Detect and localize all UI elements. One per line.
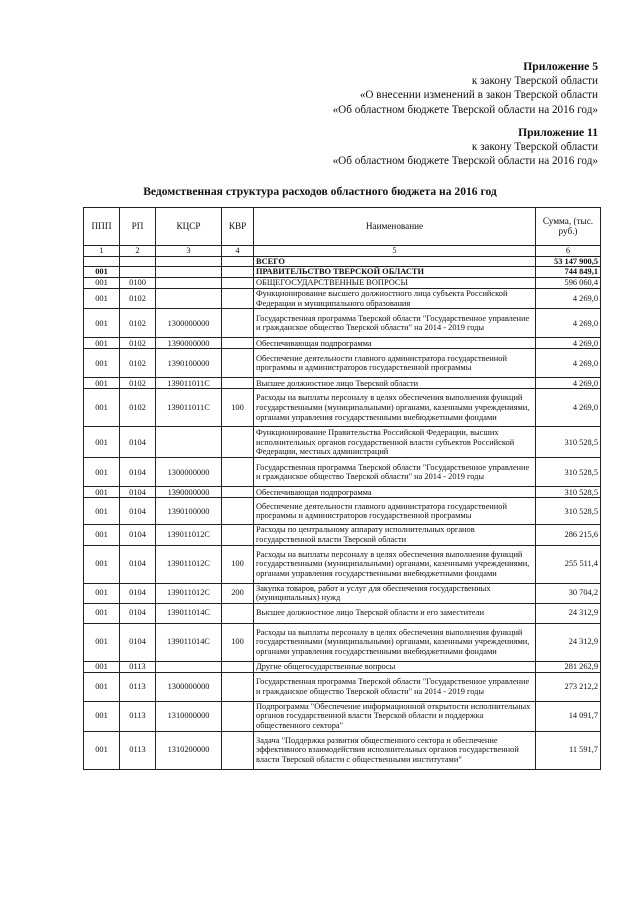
cell-sum: 255 511,4: [536, 545, 601, 583]
cell-rp: 0104: [120, 487, 156, 498]
cell-ppp: 001: [84, 309, 120, 338]
cell-rp: 0104: [120, 525, 156, 545]
cell-kvr: [222, 338, 254, 349]
cell-kvr: [222, 487, 254, 498]
table-row: [84, 661, 601, 672]
cell-rp: 0100: [120, 278, 156, 289]
table-row: [84, 378, 601, 389]
cell-kvr: [222, 256, 254, 267]
cell-name: ПРАВИТЕЛЬСТВО ТВЕРСКОЙ ОБЛАСТИ: [254, 267, 536, 278]
table-row: [84, 267, 601, 278]
cell-ppp: 001: [84, 498, 120, 525]
cell-ppp: 001: [84, 349, 120, 378]
cell-kcsr: 139011011С: [156, 389, 222, 427]
cell-sum: 596 060,4: [536, 278, 601, 289]
cell-kvr: 100: [222, 545, 254, 583]
cell-kcsr: 1390100000: [156, 498, 222, 525]
cell-kvr: [222, 309, 254, 338]
table-row: [84, 583, 601, 603]
cell-ppp: 001: [84, 545, 120, 583]
table-row: [84, 289, 601, 309]
appendix-11-block: [333, 126, 598, 169]
table-row: [84, 389, 601, 427]
cell-rp: 0113: [120, 661, 156, 672]
cell-ppp: 001: [84, 378, 120, 389]
table-header-row: [84, 208, 601, 246]
cell-kcsr: [156, 278, 222, 289]
cell-kcsr: 1300000000: [156, 458, 222, 487]
table-row: [84, 278, 601, 289]
cell-kcsr: 139011011С: [156, 378, 222, 389]
cell-sum: 4 269,0: [536, 289, 601, 309]
cell-name: Задача "Поддержка развития общественного сектора и обеспечение эффективного взаимодействия исполнительных органов государственной власти Тверской области с общественными институтами": [254, 731, 536, 769]
cell-name: Подпрограмма "Обеспечение информационной открытости исполнительных органов государственной власти Тверской области и поддержка общественного сектора": [254, 701, 536, 731]
cell-rp: 0104: [120, 623, 156, 661]
cell-sum: 4 269,0: [536, 378, 601, 389]
cell-kvr: [222, 661, 254, 672]
cell-ppp: 001: [84, 672, 120, 701]
cell-kvr: [222, 267, 254, 278]
table-row: [84, 731, 601, 769]
cell-name: Государственная программа Тверской области "Государственное управление и гражданское общество Тверской области" на 2014 - 2019 годы: [254, 309, 536, 338]
cell-sum: 4 269,0: [536, 309, 601, 338]
cell-kvr: [222, 498, 254, 525]
cell-kvr: [222, 731, 254, 769]
cell-rp: [120, 267, 156, 278]
appendix-11-line: «Об областном бюджете Тверской области на 2016 год»: [332, 155, 598, 168]
cell-rp: 0102: [120, 289, 156, 309]
cell-name: Обеспечивающая подпрограмма: [254, 338, 536, 349]
cell-ppp: 001: [84, 289, 120, 309]
header-name: Наименование: [254, 208, 536, 246]
table-row: [84, 349, 601, 378]
cell-kcsr: [156, 427, 222, 458]
cell-kcsr: 1390000000: [156, 487, 222, 498]
cell-sum: 286 215,6: [536, 525, 601, 545]
column-number: 2: [120, 246, 156, 257]
table-row: [84, 487, 601, 498]
cell-name: Обеспечение деятельности главного администратора государственной программы и администраторов государственной программы: [254, 498, 536, 525]
cell-kvr: [222, 458, 254, 487]
column-number: 4: [222, 246, 254, 257]
cell-ppp: 001: [84, 338, 120, 349]
cell-ppp: 001: [84, 267, 120, 278]
cell-name: Государственная программа Тверской области "Государственное управление и гражданское общество Тверской области" на 2014 - 2019 годы: [254, 672, 536, 701]
cell-rp: 0102: [120, 338, 156, 349]
cell-rp: 0113: [120, 672, 156, 701]
cell-ppp: 001: [84, 389, 120, 427]
column-number-row: [84, 246, 601, 257]
table-row: [84, 603, 601, 623]
cell-ppp: 001: [84, 458, 120, 487]
cell-name: ВСЕГО: [254, 256, 536, 267]
header-ppp: ППП: [84, 208, 120, 246]
cell-kcsr: 1390000000: [156, 338, 222, 349]
cell-kvr: 200: [222, 583, 254, 603]
cell-sum: 310 528,5: [536, 487, 601, 498]
table-row: [84, 672, 601, 701]
document-title: Ведомственная структура расходов областного бюджета на 2016 год: [143, 185, 497, 198]
cell-sum: 4 269,0: [536, 389, 601, 427]
cell-kcsr: 1390100000: [156, 349, 222, 378]
cell-kvr: 100: [222, 389, 254, 427]
cell-kvr: [222, 525, 254, 545]
appendix-5-heading: Приложение 5: [523, 60, 598, 73]
cell-sum: 744 849,1: [536, 267, 601, 278]
table-row: [84, 338, 601, 349]
cell-sum: 30 704,2: [536, 583, 601, 603]
cell-sum: 273 212,2: [536, 672, 601, 701]
cell-ppp: 001: [84, 583, 120, 603]
cell-kcsr: [156, 289, 222, 309]
cell-sum: 310 528,5: [536, 458, 601, 487]
cell-ppp: 001: [84, 731, 120, 769]
cell-rp: 0104: [120, 458, 156, 487]
cell-kvr: [222, 701, 254, 731]
cell-kvr: 100: [222, 623, 254, 661]
cell-ppp: 001: [84, 487, 120, 498]
cell-name: Расходы на выплаты персоналу в целях обеспечения выполнения функций государственными (муниципальными) органами, казенными учреждениями, органами управления государственными внебюджетными фондами: [254, 389, 536, 427]
cell-kcsr: [156, 267, 222, 278]
cell-rp: 0104: [120, 498, 156, 525]
table-body: [84, 256, 601, 769]
header-kvr: КВР: [222, 208, 254, 246]
cell-name: ОБЩЕГОСУДАРСТВЕННЫЕ ВОПРОСЫ: [254, 278, 536, 289]
cell-rp: 0102: [120, 349, 156, 378]
cell-name: Расходы на выплаты персоналу в целях обеспечения выполнения функций государственными (муниципальными) органами, казенными учреждениями, органами управления государственными внебюджетными фондами: [254, 623, 536, 661]
cell-sum: 281 262,9: [536, 661, 601, 672]
cell-rp: 0113: [120, 701, 156, 731]
cell-kvr: [222, 603, 254, 623]
cell-sum: 310 528,5: [536, 427, 601, 458]
cell-name: Обеспечение деятельности главного администратора государственной программы и администраторов государственной программы: [254, 349, 536, 378]
column-number: 1: [84, 246, 120, 257]
column-number: 5: [254, 246, 536, 257]
cell-ppp: 001: [84, 701, 120, 731]
cell-name: Расходы на выплаты персоналу в целях обеспечения выполнения функций государственными (муниципальными) органами, казенными учреждениями, органами управления государственными внебюджетными фондами: [254, 545, 536, 583]
appendix-5-block: [333, 60, 598, 117]
cell-ppp: 001: [84, 661, 120, 672]
cell-kcsr: [156, 256, 222, 267]
cell-name: Высшее должностное лицо Тверской области: [254, 378, 536, 389]
cell-ppp: 001: [84, 525, 120, 545]
cell-sum: 4 269,0: [536, 349, 601, 378]
cell-rp: 0104: [120, 603, 156, 623]
appendix-5-line: к закону Тверской области: [471, 75, 598, 88]
cell-kcsr: [156, 661, 222, 672]
cell-sum: 24 312,9: [536, 603, 601, 623]
cell-kcsr: 1300000000: [156, 672, 222, 701]
table-row: [84, 498, 601, 525]
cell-name: Обеспечивающая подпрограмма: [254, 487, 536, 498]
cell-ppp: 001: [84, 278, 120, 289]
cell-kvr: [222, 378, 254, 389]
cell-rp: 0102: [120, 378, 156, 389]
cell-name: Расходы по центральному аппарату исполнительных органов государственной власти Тверской области: [254, 525, 536, 545]
column-number: 6: [536, 246, 601, 257]
appendix-11-line: к закону Тверской области: [471, 141, 598, 154]
cell-kcsr: 139011014С: [156, 623, 222, 661]
cell-kvr: [222, 349, 254, 378]
cell-name: Государственная программа Тверской области "Государственное управление и гражданское общество Тверской области" на 2014 - 2019 годы: [254, 458, 536, 487]
cell-rp: 0104: [120, 583, 156, 603]
cell-rp: [120, 256, 156, 267]
table-row: [84, 623, 601, 661]
table-row: [84, 701, 601, 731]
cell-sum: 14 091,7: [536, 701, 601, 731]
cell-rp: 0104: [120, 545, 156, 583]
table-row: [84, 427, 601, 458]
cell-rp: 0104: [120, 427, 156, 458]
appendix-11-heading: Приложение 11: [518, 126, 598, 139]
cell-name: Другие общегосударственные вопросы: [254, 661, 536, 672]
cell-ppp: 001: [84, 603, 120, 623]
cell-rp: 0102: [120, 389, 156, 427]
cell-sum: 310 528,5: [536, 498, 601, 525]
cell-kcsr: 139011012С: [156, 583, 222, 603]
cell-ppp: [84, 256, 120, 267]
cell-kcsr: 139011012С: [156, 545, 222, 583]
header-sum: Сумма, (тыс. руб.): [536, 208, 601, 246]
table-row: [84, 525, 601, 545]
cell-name: Функционирование Правительства Российской Федерации, высших исполнительных органов государственной власти субъектов Российской Федерации, местных администраций: [254, 427, 536, 458]
cell-rp: 0102: [120, 309, 156, 338]
cell-kvr: [222, 427, 254, 458]
appendix-5-line: «О внесении изменений в закон Тверской области: [359, 89, 598, 102]
cell-kcsr: 1300000000: [156, 309, 222, 338]
header-rp: РП: [120, 208, 156, 246]
cell-kvr: [222, 672, 254, 701]
cell-sum: 4 269,0: [536, 338, 601, 349]
budget-table: [83, 207, 601, 770]
cell-sum: 24 312,9: [536, 623, 601, 661]
cell-name: Высшее должностное лицо Тверской области и его заместители: [254, 603, 536, 623]
cell-sum: 11 591,7: [536, 731, 601, 769]
cell-kvr: [222, 278, 254, 289]
cell-name: Функционирование высшего должностного лица субъекта Российской Федерации и муниципального образования: [254, 289, 536, 309]
column-number: 3: [156, 246, 222, 257]
cell-kvr: [222, 289, 254, 309]
cell-name: Закупка товаров, работ и услуг для обеспечения государственных (муниципальных) нужд: [254, 583, 536, 603]
cell-kcsr: 1310000000: [156, 701, 222, 731]
table-row: [84, 309, 601, 338]
header-kcsr: КЦСР: [156, 208, 222, 246]
table-row: [84, 458, 601, 487]
cell-ppp: 001: [84, 623, 120, 661]
cell-rp: 0113: [120, 731, 156, 769]
cell-ppp: 001: [84, 427, 120, 458]
cell-sum: 53 147 900,5: [536, 256, 601, 267]
cell-kcsr: 139011012С: [156, 525, 222, 545]
cell-kcsr: 139011014С: [156, 603, 222, 623]
table-row: [84, 545, 601, 583]
table-row: [84, 256, 601, 267]
appendix-5-line: «Об областном бюджете Тверской области на 2016 год»: [332, 103, 598, 116]
cell-kcsr: 1310200000: [156, 731, 222, 769]
